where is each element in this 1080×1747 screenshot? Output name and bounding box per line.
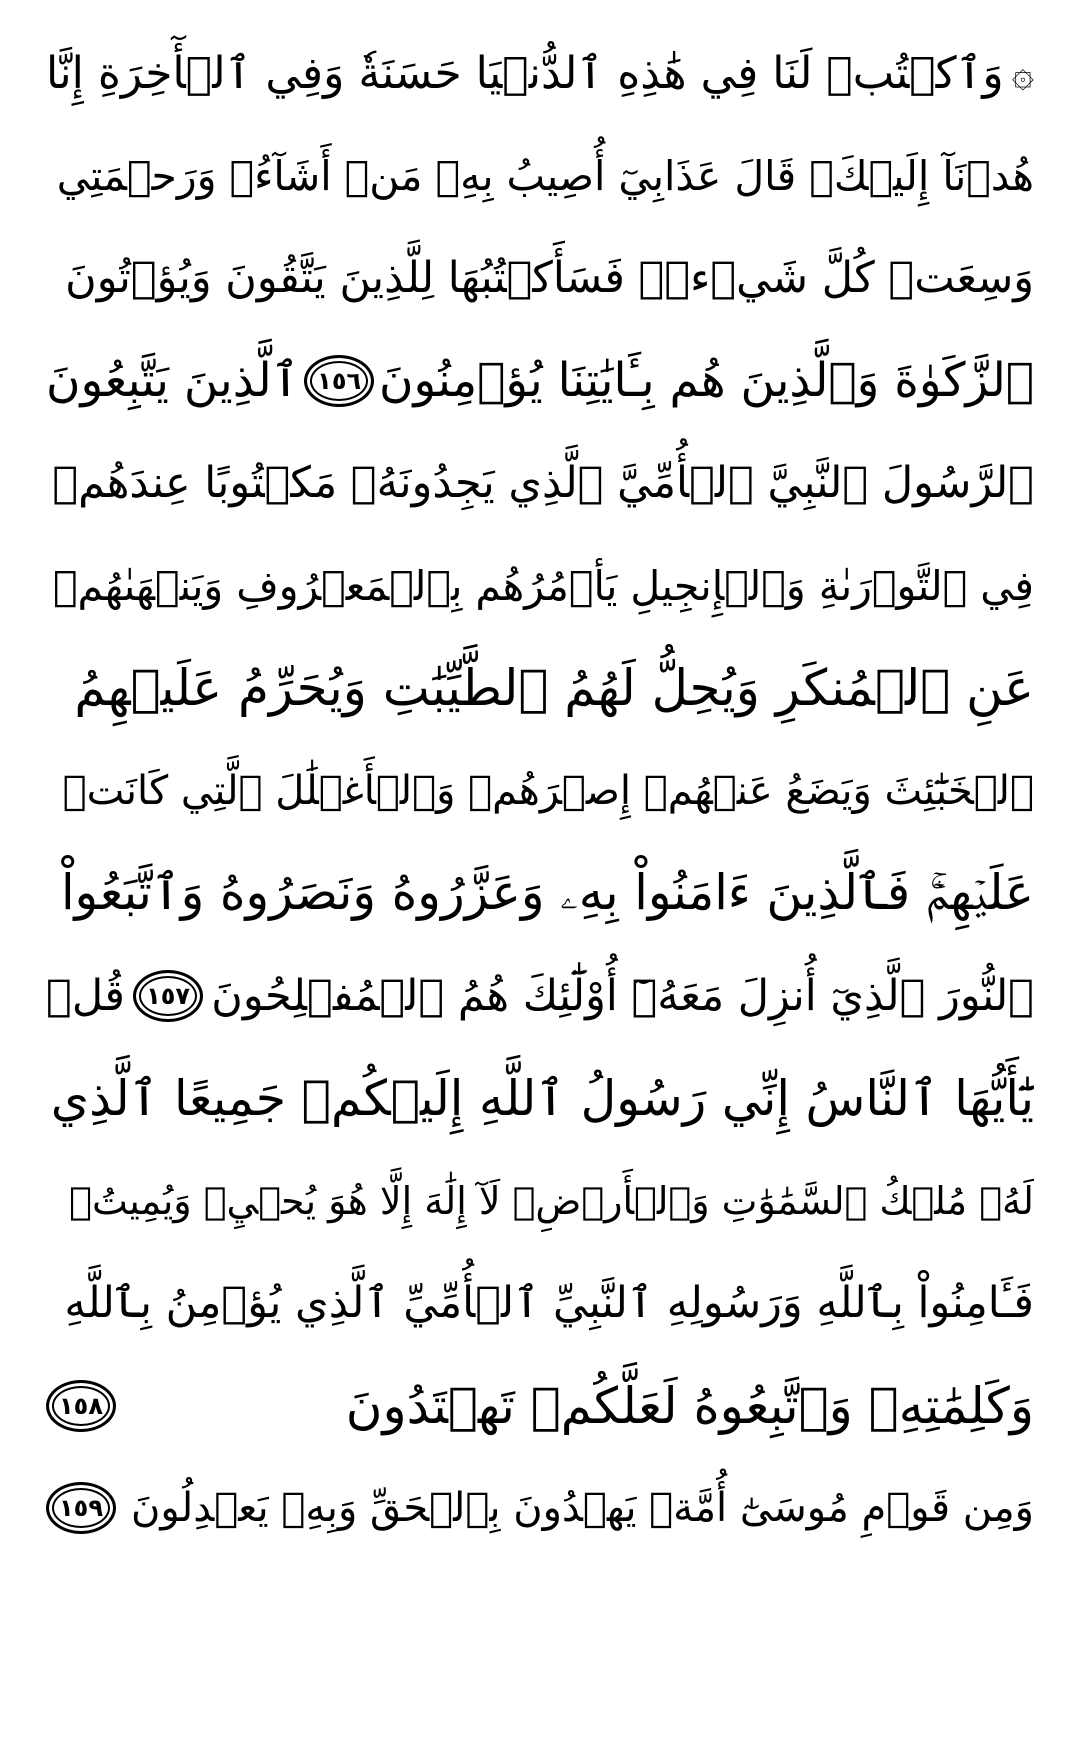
text-line-6 bbox=[46, 535, 1034, 638]
line-text: ٱلۡخَبَٰٓئِثَ وَيَضَعُ عَنۡهُمۡ إِصۡرَهُمۡ وَٱلۡأَغۡلَٰلَ ٱلَّتِي كَانَتۡ bbox=[62, 767, 1034, 814]
verse-number-marker: ١٥٦ bbox=[304, 355, 374, 407]
rub-el-hizb-icon: ۞ bbox=[1011, 51, 1034, 96]
verse-number-marker: ١٥٨ bbox=[46, 1380, 116, 1432]
line-text: عَلَيۡهِمۡۚ فَٱلَّذِينَ ءَامَنُواْ بِهِۦ وَعَزَّرُوهُ وَنَصَرُوهُ وَٱتَّبَعُواْ bbox=[60, 864, 1034, 922]
text-line-2 bbox=[46, 125, 1034, 228]
line-text: وَسِعَتۡ كُلَّ شَيۡءٖۚ فَسَأَكۡتُبُهَا لِلَّذِينَ يَتَّقُونَ وَيُؤۡتُونَ bbox=[65, 253, 1034, 304]
line-text: فَـَٔامِنُواْ بِٱللَّهِ وَرَسُولِهِ ٱلنَّبِيِّ ٱلۡأُمِّيِّ ٱلَّذِي يُؤۡمِنُ بِٱللَّهِ bbox=[64, 1278, 1034, 1329]
text-line-4 bbox=[46, 330, 1034, 433]
line-text: لَهُۥ مُلۡكُ ٱلسَّمَٰوَٰتِ وَٱلۡأَرۡضِۖ لَآ إِلَٰهَ إِلَّا هُوَ يُحۡيِۦ وَيُمِيتُۖ bbox=[69, 1178, 1034, 1223]
line-text: وَٱكۡتُبۡ لَنَا فِي هَٰذِهِ ٱلدُّنۡيَا حَسَنَةٗ وَفِي ٱلۡأٓخِرَةِ إِنَّا bbox=[46, 47, 1004, 99]
line-text: ٱلنُّورَ ٱلَّذِيٓ أُنزِلَ مَعَهُۥٓ أُوْلَٰٓئِكَ هُمُ ٱلۡمُفۡلِحُونَ bbox=[211, 970, 1034, 1021]
text-line-15 bbox=[46, 1457, 1034, 1560]
text-line-9 bbox=[46, 842, 1034, 945]
line-text: فِي ٱلتَّوۡرَىٰةِ وَٱلۡإِنجِيلِ يَأۡمُرُهُم بِٱلۡمَعۡرُوفِ وَيَنۡهَىٰهُمۡ bbox=[52, 561, 1034, 610]
text-line-14 bbox=[46, 1355, 1034, 1458]
text-line-3 bbox=[46, 227, 1034, 330]
line-text: ٱلزَّكَوٰةَ وَٱلَّذِينَ هُم بِـَٔايَٰتِنَا يُؤۡمِنُونَ bbox=[379, 353, 1034, 409]
text-line-1 bbox=[46, 22, 1034, 125]
line-text: عَنِ ٱلۡمُنكَرِ وَيُحِلُّ لَهُمُ ٱلطَّيِّبَٰتِ وَيُحَرِّمُ عَلَيۡهِمُ bbox=[74, 659, 1034, 718]
line-text: وَكَلِمَٰتِهِۦ وَٱتَّبِعُوهُ لَعَلَّكُمۡ تَهۡتَدُونَ bbox=[345, 1376, 1034, 1435]
verse-number-marker: ١٥٩ bbox=[46, 1482, 116, 1534]
line-text: ٱلرَّسُولَ ٱلنَّبِيَّ ٱلۡأُمِّيَّ ٱلَّذِي يَجِدُونَهُۥ مَكۡتُوبًا عِندَهُمۡ bbox=[52, 458, 1034, 509]
line-text: ٱلَّذِينَ يَتَّبِعُونَ bbox=[46, 353, 300, 409]
text-line-8 bbox=[46, 740, 1034, 843]
text-line-10 bbox=[46, 945, 1034, 1048]
text-line-7 bbox=[46, 637, 1034, 740]
verse-number-marker: ١٥٧ bbox=[133, 970, 203, 1022]
text-line-12 bbox=[46, 1150, 1034, 1253]
line-text: قُلۡ bbox=[46, 970, 125, 1021]
text-line-5 bbox=[46, 432, 1034, 535]
line-text: يَٰٓأَيُّهَا ٱلنَّاسُ إِنِّي رَسُولُ ٱللَّهِ إِلَيۡكُمۡ جَمِيعًا ٱلَّذِي bbox=[50, 1069, 1034, 1127]
line-text: هُدۡنَآ إِلَيۡكَۚ قَالَ عَذَابِيٓ أُصِيبُ بِهِۦ مَنۡ أَشَآءُۖ وَرَحۡمَتِي bbox=[56, 151, 1034, 200]
text-line-11 bbox=[46, 1047, 1034, 1150]
text-line-13 bbox=[46, 1252, 1034, 1355]
line-text: وَمِن قَوۡمِ مُوسَىٰٓ أُمَّةٞ يَهۡدُونَ بِٱلۡحَقِّ وَبِهِۦ يَعۡدِلُونَ bbox=[130, 1485, 1034, 1532]
